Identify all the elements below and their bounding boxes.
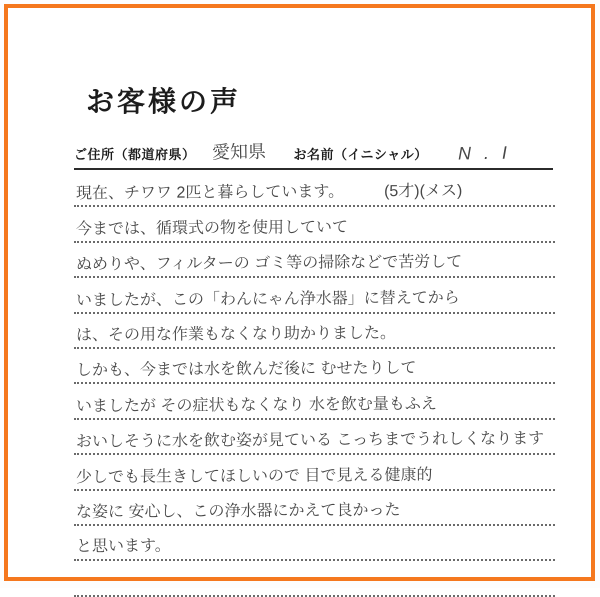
testimonial-line: は、その用な作業もなくなり助かりました。 (74, 314, 555, 349)
address-value: 愛知県 (211, 141, 266, 163)
testimonial-line: と思います。 (74, 526, 555, 561)
testimonial-line: 現在、チワワ 2匹と暮らしています。 (5才)(メス) (74, 172, 555, 207)
name-value: N . I (457, 142, 511, 164)
testimonial-line: 少しでも長生きしてほしいので 目で見える健康的 (74, 455, 555, 490)
testimonial-line-empty (74, 561, 555, 596)
testimonial-line: おいしそうに水を飲む姿が見ている こっちまでうれしくなります (74, 420, 555, 455)
testimonial-line: ぬめりや、フィルターの ゴミ等の掃除などで苦労して (74, 243, 555, 278)
testimonial-line: いましたが その症状もなくなり 水を飲む量もふえ (74, 384, 555, 419)
testimonial-line: な姿に 安心し、この浄水器にかえて良かった (74, 491, 555, 526)
page-title: お客様の声 (86, 86, 242, 117)
testimonial-line: いましたが、この「わんにゃん浄水器」に替えてから (74, 278, 555, 313)
orange-border-frame (4, 4, 595, 581)
name-label: お名前（イニシャル） (293, 147, 428, 162)
address-label: ご住所（都道府県） (74, 147, 196, 162)
form-header-row (74, 136, 553, 170)
testimonial-line: 今までは、循環式の物を使用していて (74, 207, 555, 242)
testimonial-line: しかも、今までは水を飲んだ後に むせたりして (74, 349, 555, 384)
testimonial-body (74, 172, 555, 597)
